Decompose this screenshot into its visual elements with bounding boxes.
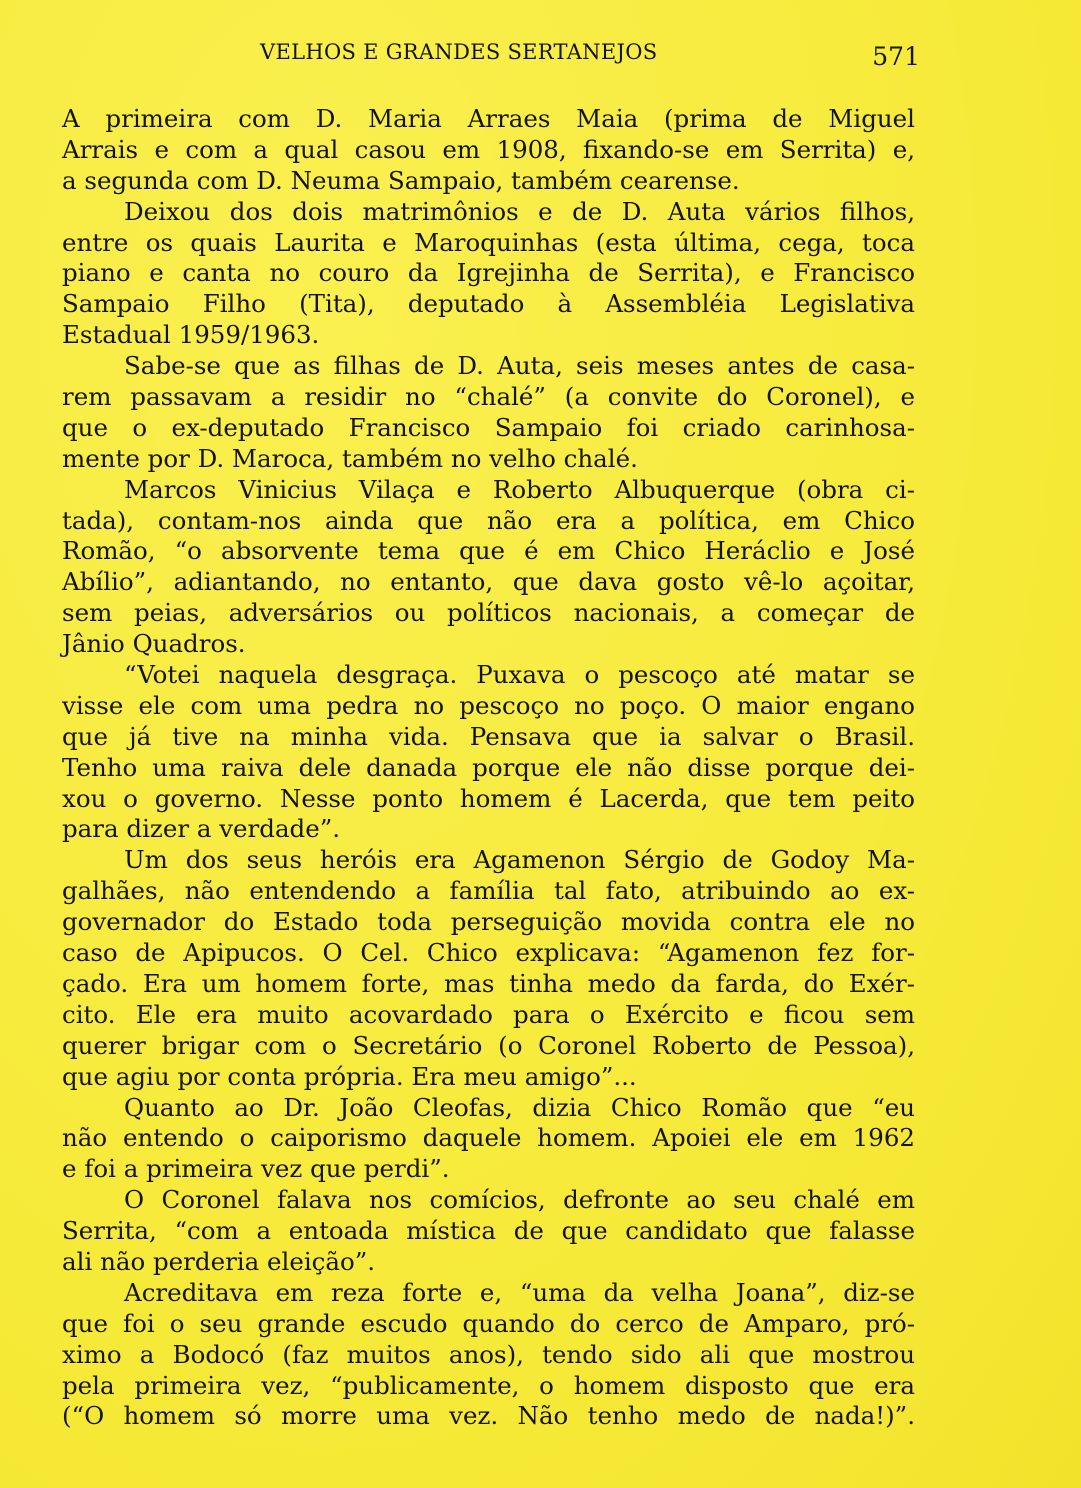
text-line: não entendo o caiporismo daquele homem. Apoiei ele em 1962 [62,1123,915,1153]
text-line: querer brigar com o Secretário (o Coronel Roberto de Pessoa), [62,1030,915,1060]
text-line: Sampaio Filho (Tita), deputado à Assembléia Legislativa [62,289,915,319]
text-line: Romão, “o absorvente tema que é em Chico Heráclio e José [62,536,915,566]
text-line: Jânio Quadros. [62,629,246,659]
text-line: xou o governo. Nesse ponto homem é Lacerda, que tem peito [62,783,915,813]
text-line: rem passavam a residir no “chalé” (a convite do Coronel), e [62,382,915,412]
text-line: ximo a Bodocó (faz muitos anos), tendo sido ali que mostrou [62,1339,915,1369]
text-line: Deixou dos dois matrimônios e de D. Auta vários filhos, [124,196,915,226]
text-line: Um dos seus heróis era Agamenon Sérgio de Godoy Ma- [124,845,915,875]
text-line: Abílio”, adiantando, no entanto, que dava gosto vê-lo açoitar, [62,567,915,597]
text-line: Arrais e com a qual casou em 1908, fixando-se em Serrita) e, [62,134,915,164]
text-line: (“O homem só morre uma vez. Não tenho medo de nada!)”. [62,1401,915,1431]
text-line: entre os quais Laurita e Maroquinhas (esta última, cega, toca [62,227,915,257]
paragraph [62,475,915,660]
paragraph [62,1185,915,1278]
paragraph [62,197,915,351]
paragraph [62,104,915,197]
text-line: ali não perderia eleição”. [62,1246,376,1276]
paragraph [62,351,915,475]
text-line: çado. Era um homem forte, mas tinha medo da farda, do Exér- [62,968,915,998]
text-line: O Coronel falava nos comícios, defronte ao seu chalé em [124,1185,915,1215]
text-line: piano e canta no couro da Igrejinha de Serrita), e Francisco [62,258,915,288]
text-line: mente por D. Maroca, também no velho chalé. [62,443,638,473]
paragraph [62,1278,915,1432]
text-line: governador do Estado toda perseguição movida contra ele no [62,907,915,937]
text-line: visse ele com uma pedra no pescoço no poço. O maior engano [62,690,915,720]
text-line: que agiu por conta própria. Era meu amigo”... [62,1061,637,1091]
text-line: que foi o seu grande escudo quando do cerco de Amparo, pró- [62,1308,915,1338]
page-header [60,38,920,78]
text-line: “Votei naquela desgraça. Puxava o pescoço até matar se [124,660,915,690]
text-line: tada), contam-nos ainda que não era a política, em Chico [62,505,915,535]
text-line: e foi a primeira vez que perdi”. [62,1154,450,1184]
text-line: que já tive na minha vida. Pensava que ia salvar o Brasil. [62,721,915,751]
text-line: galhães, não entendendo a família tal fato, atribuindo ao ex- [62,876,915,906]
text-line: cito. Ele era muito acovardado para o Exército e ficou sem [62,999,915,1029]
text-line: para dizer a verdade”. [62,814,341,844]
text-line: que o ex-deputado Francisco Sampaio foi criado carinhosa- [62,412,915,442]
text-line: pela primeira vez, “publicamente, o homem disposto que era [62,1370,915,1400]
text-line: Sabe-se que as filhas de D. Auta, seis meses antes de casa- [124,351,915,381]
body-text [62,104,915,1432]
text-line: Quanto ao Dr. João Cleofas, dizia Chico Romão que “eu [124,1092,915,1122]
paragraph [62,1093,915,1186]
text-line: Serrita, “com a entoada mística de que candidato que falasse [62,1216,915,1246]
text-line: sem peias, adversários ou políticos nacionais, a começar de [62,598,915,628]
text-line: Estadual 1959/1963. [62,320,320,350]
paragraph [62,660,915,845]
page-number: 571 [872,42,920,71]
text-line: Marcos Vinicius Vilaça e Roberto Albuquerque (obra ci- [124,474,915,504]
text-line: caso de Apipucos. O Cel. Chico explicava: “Agamenon fez for- [62,938,915,968]
text-line: Tenho uma raiva dele danada porque ele não disse porque dei- [62,752,915,782]
running-title: VELHOS E GRANDES SERTANEJOS [260,40,658,64]
text-line: Acreditava em reza forte e, “uma da velha Joana”, diz-se [124,1277,915,1307]
paragraph [62,845,915,1092]
text-line: a segunda com D. Neuma Sampaio, também cearense. [62,165,740,195]
text-line: A primeira com D. Maria Arraes Maia (prima de Miguel [62,104,915,133]
